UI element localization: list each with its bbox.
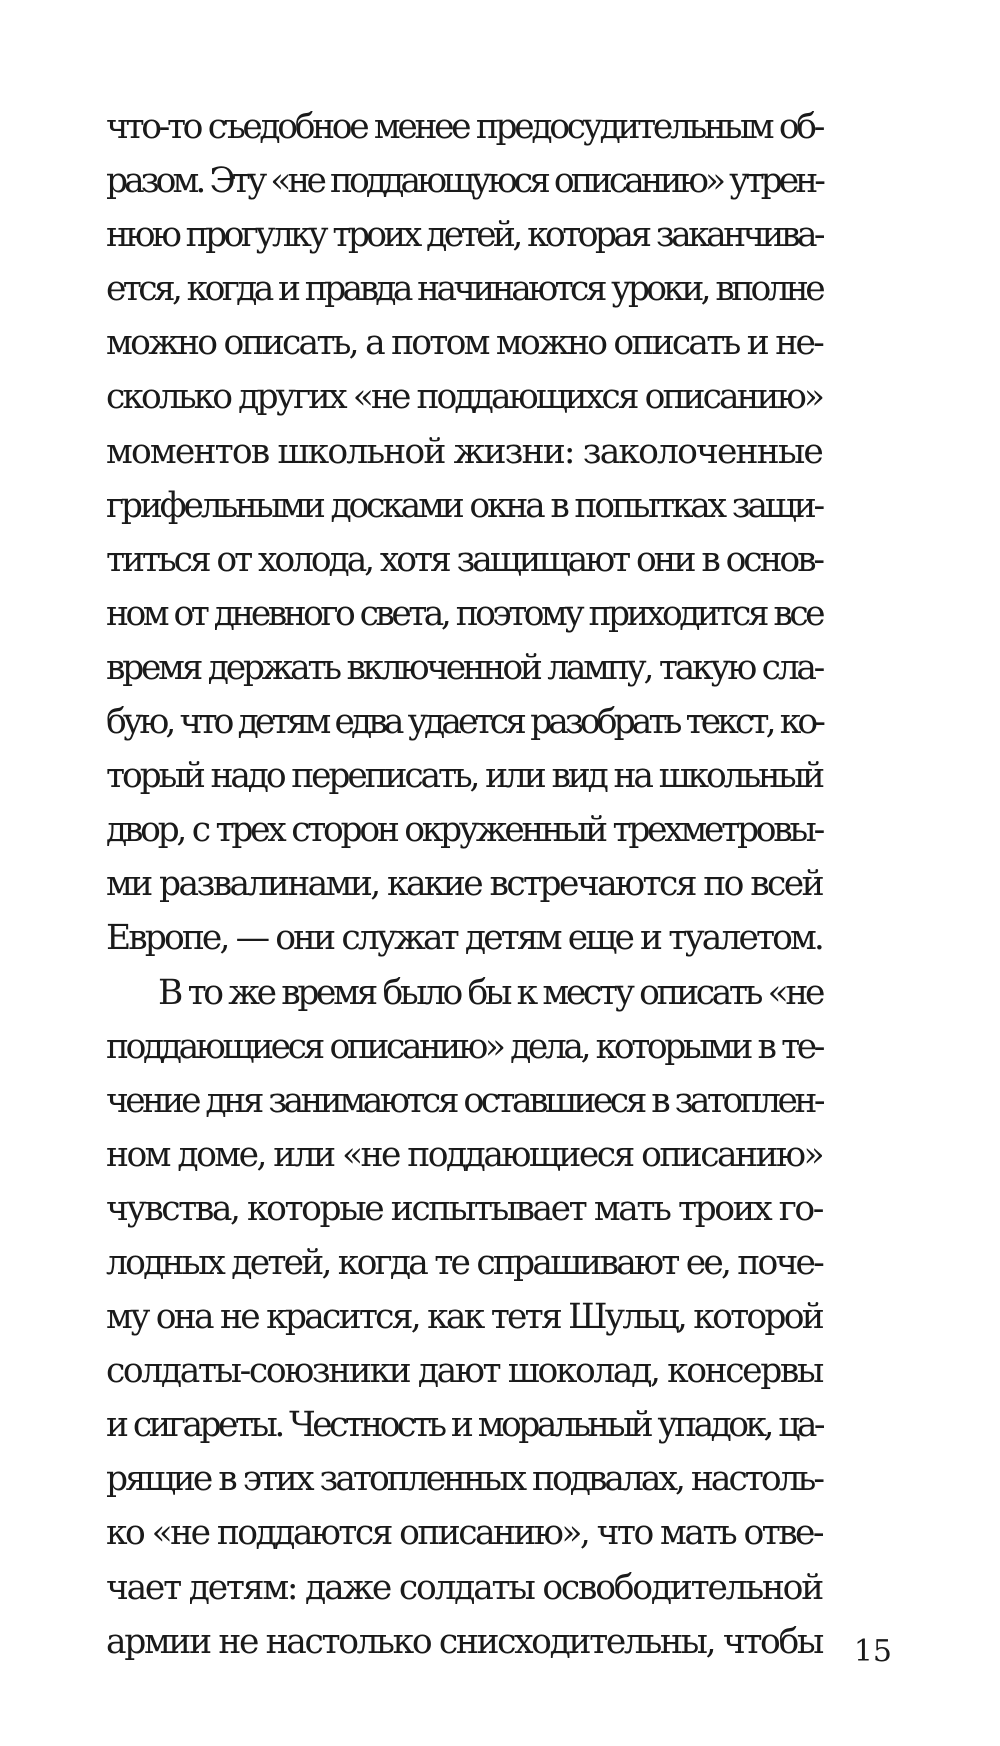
text-line: лодных детей, когда те спрашивают ее, поче-	[106, 1242, 822, 1283]
text-line: торый надо переписать, или вид на школьный	[106, 756, 822, 797]
text-line: время держать включенной лампу, такую сла-	[106, 647, 822, 688]
text-line: армии не настолько снисходительны, чтобы	[106, 1621, 822, 1662]
text-line: титься от холода, хотя защищают они в основ-	[106, 539, 822, 580]
text-line: чувства, которые испытывает мать троих го-	[106, 1188, 823, 1229]
text-line: двор, с трех сторон окруженный трехметровы-	[106, 810, 822, 851]
text-line: чение дня занимаются оставшиеся в затоплен-	[106, 1080, 823, 1121]
text-line: ном от дневного света, поэтому приходится все	[106, 593, 823, 634]
text-line: нюю прогулку троих детей, которая заканчива-	[106, 215, 822, 256]
text-line: ется, когда и правда начинаются уроки, вполне	[106, 269, 822, 310]
text-line: грифельными досками окна в попытках защи-	[106, 485, 822, 526]
text-line: солдаты-союзники дают шоколад, консервы	[106, 1351, 823, 1392]
page-number: 15	[853, 1634, 892, 1669]
text-line: моментов школьной жизни: заколоченные	[106, 431, 822, 472]
text-line: сколько других «не поддающихся описанию»	[106, 377, 822, 418]
text-line: чает детям: даже солдаты освободительной	[106, 1567, 822, 1608]
text-line: ко «не поддаются описанию», что мать отве-	[106, 1513, 822, 1554]
text-line: му она не красится, как тетя Шульц, которой	[106, 1297, 822, 1338]
text-line: и сигареты. Честность и моральный упадок, ца-	[106, 1405, 823, 1446]
text-line: В то же время было бы к месту описать «не	[158, 972, 823, 1013]
paragraph-2	[106, 966, 822, 1669]
text-line: рящие в этих затопленных подвалах, настоль-	[106, 1459, 822, 1500]
text-line: поддающиеся описанию» дела, которыми в те-	[106, 1026, 822, 1067]
paragraph-1	[106, 100, 822, 966]
text-line: разом. Эту «не поддающуюся описанию» утрен-	[106, 161, 822, 202]
body-text	[106, 100, 822, 1669]
text-line: что-то съедобное менее предосудительным об-	[106, 107, 823, 147]
text-line: ми развалинами, какие встречаются по всей	[106, 864, 822, 905]
text-line: Европе, — они служат детям еще и туалетом.	[106, 918, 822, 959]
text-line: ном доме, или «не поддающиеся описанию»	[106, 1134, 823, 1175]
text-line: можно описать, а потом можно описать и не-	[106, 323, 822, 364]
text-line: бую, что детям едва удается разобрать текст, ко-	[106, 702, 823, 743]
